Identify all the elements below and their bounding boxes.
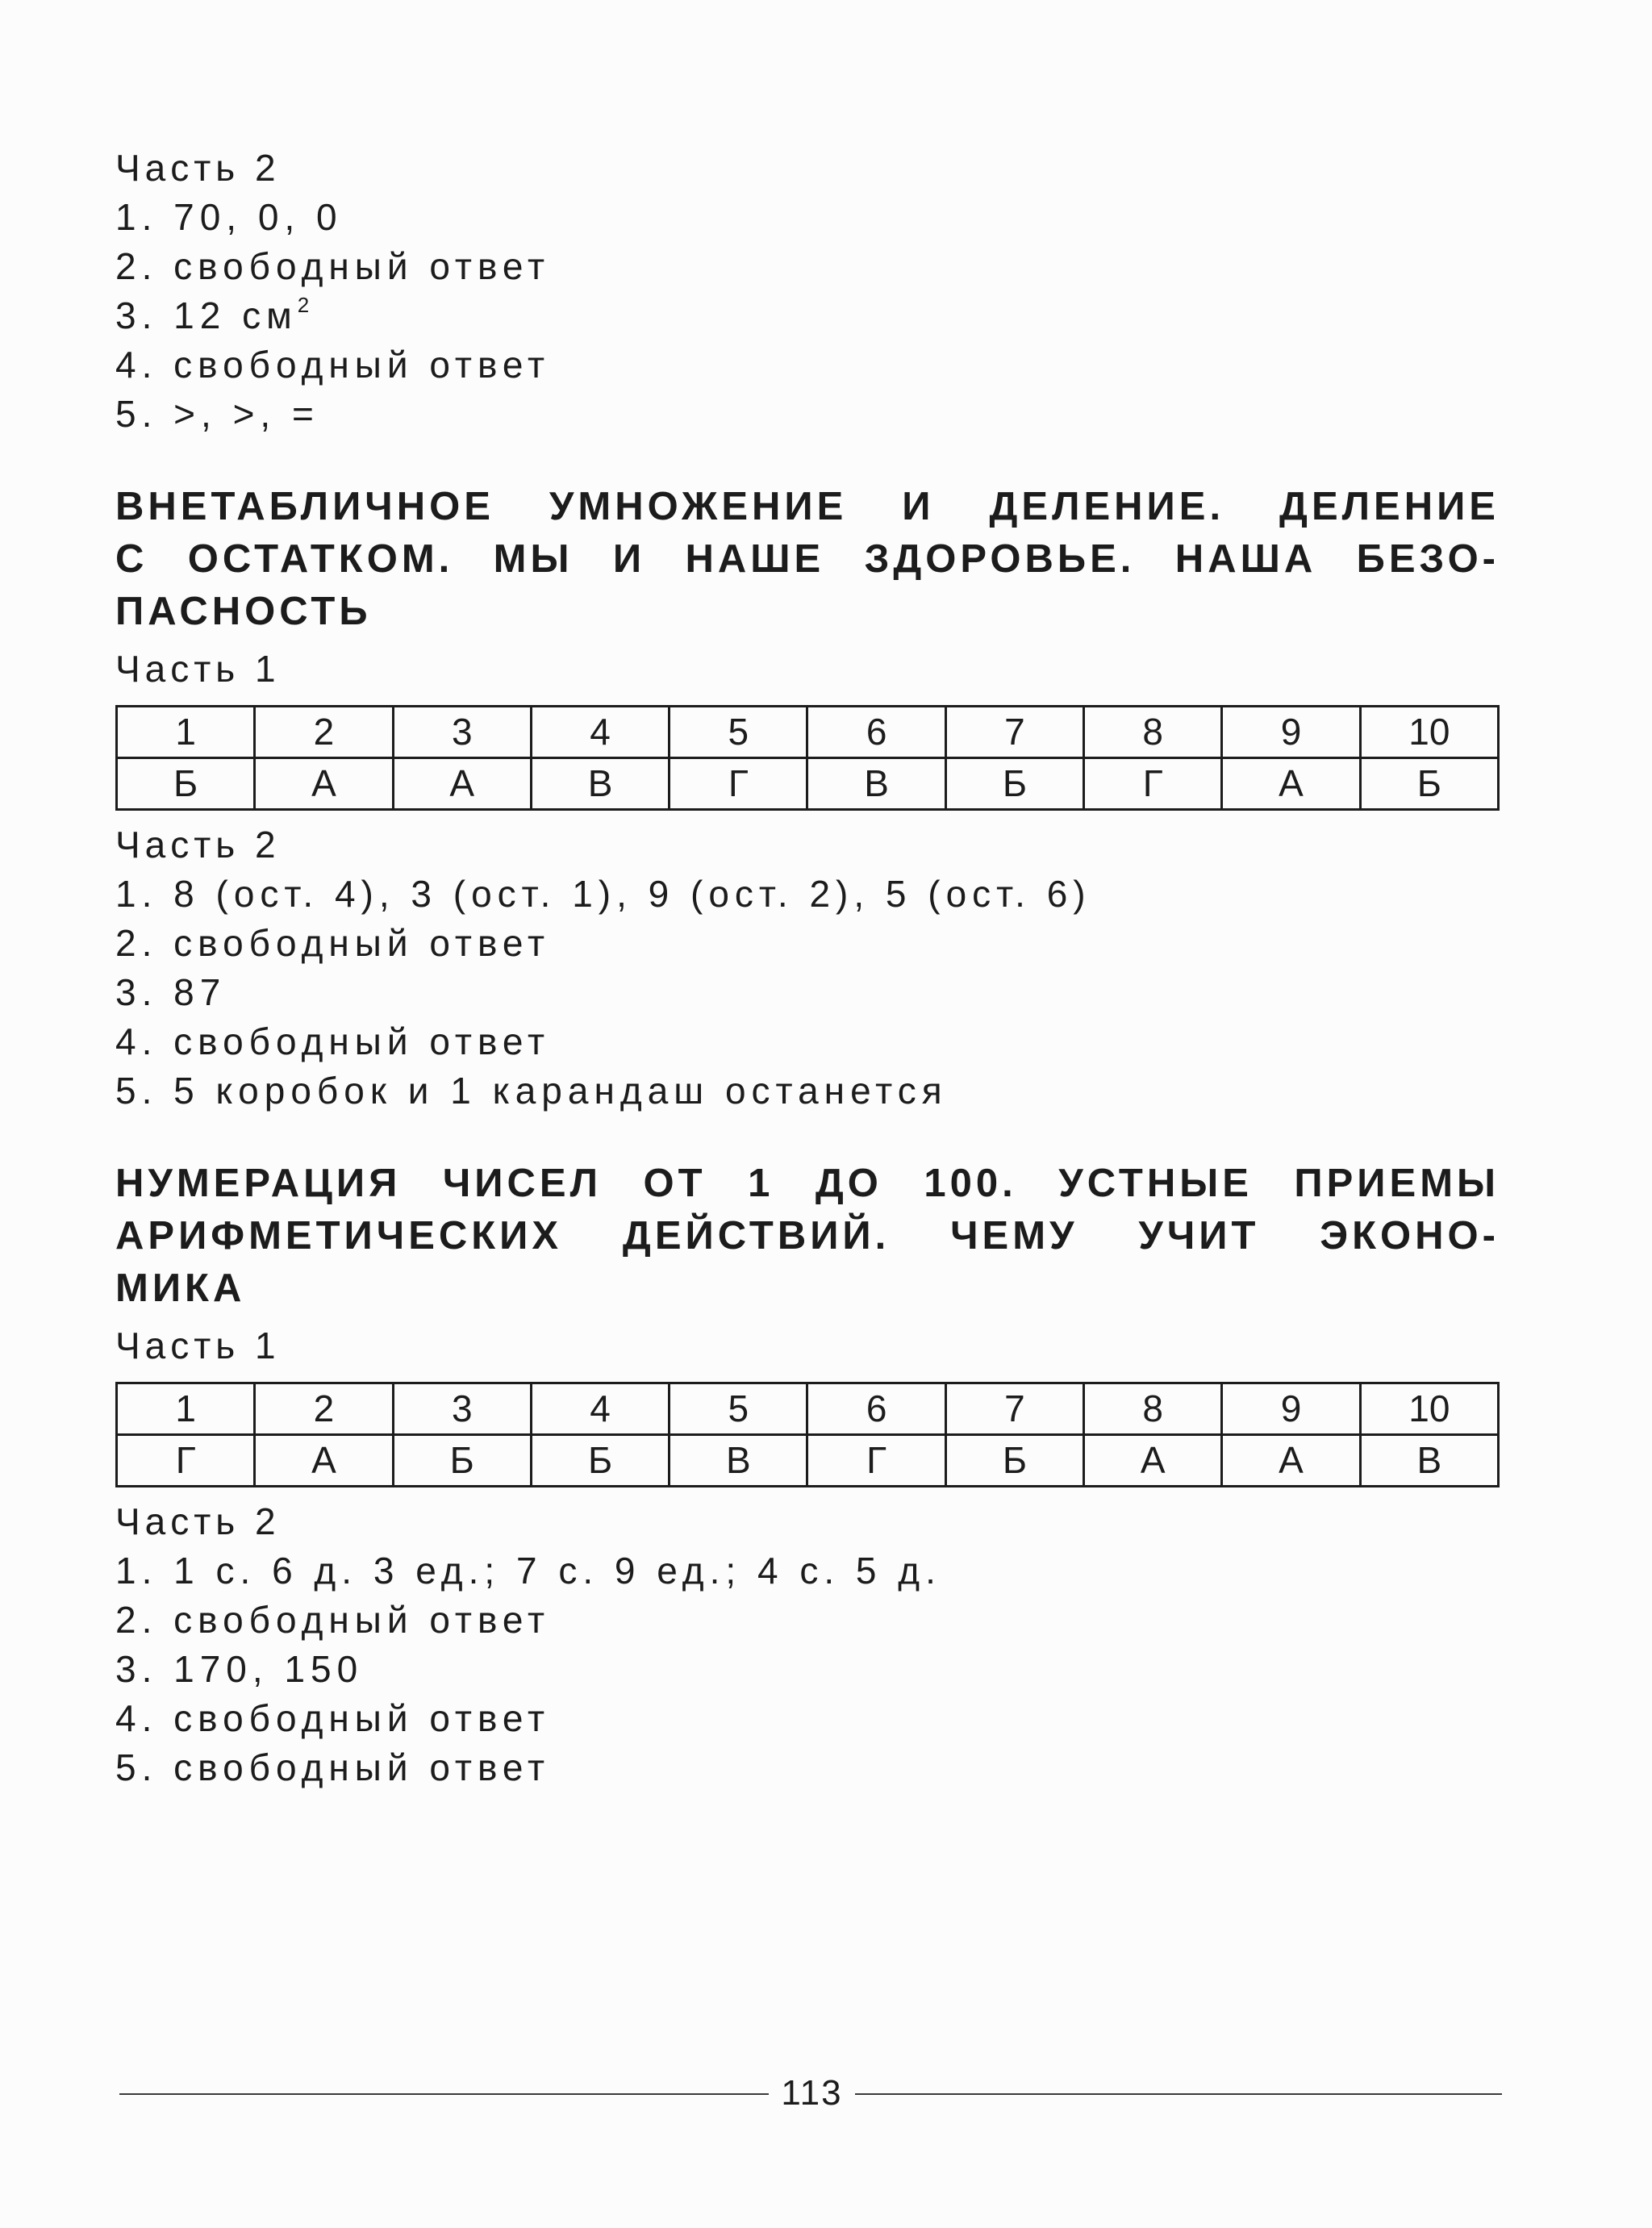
- part2-label: Часть 2: [115, 824, 281, 866]
- heading-line: АРИФМЕТИЧЕСКИХ ДЕЙСТВИЙ. ЧЕМУ УЧИТ ЭКОНО-: [115, 1214, 1500, 1258]
- superscript: 2: [297, 293, 310, 317]
- answer-line: 5. 5 коробок и 1 карандаш останется: [115, 1070, 948, 1112]
- table-cell: 9: [1222, 1383, 1360, 1435]
- answer-line: 4. свободный ответ: [115, 344, 551, 386]
- table-cell: 10: [1360, 707, 1498, 758]
- table-cell: В: [807, 758, 945, 810]
- table-cell: Г: [670, 758, 807, 810]
- footer-rule-left: [119, 2093, 769, 2095]
- answer-line: 3. 170, 150: [115, 1648, 364, 1690]
- answer-line: 1. 1 с. 6 д. 3 ед.; 7 с. 9 ед.; 4 с. 5 д.: [115, 1550, 941, 1592]
- table-cell: 8: [1084, 1383, 1222, 1435]
- table-cell: 7: [945, 1383, 1083, 1435]
- table-cell: 5: [670, 707, 807, 758]
- table-cell: Б: [1360, 758, 1498, 810]
- answer-line: 2. свободный ответ: [115, 245, 551, 287]
- footer-rule-right: [855, 2093, 1502, 2095]
- table-cell: 1: [117, 1383, 255, 1435]
- answer-line: 2. свободный ответ: [115, 1599, 551, 1641]
- table-cell: 4: [531, 707, 669, 758]
- answer-line: 5. свободный ответ: [115, 1746, 551, 1788]
- answer-line-area: [115, 291, 1500, 340]
- answer-line: 4. свободный ответ: [115, 1697, 551, 1739]
- part1-label: Часть 1: [115, 648, 281, 690]
- table-row-numbers: [117, 1383, 1499, 1435]
- table-cell: Г: [807, 1435, 945, 1487]
- table-cell: В: [531, 758, 669, 810]
- section-division: [115, 481, 1500, 1116]
- table-cell: Б: [393, 1435, 531, 1487]
- table-row-letters: [117, 758, 1499, 810]
- heading-line: С ОСТАТКОМ. МЫ И НАШЕ ЗДОРОВЬЕ. НАША БЕЗО-: [115, 537, 1500, 581]
- table-cell: А: [1084, 1435, 1222, 1487]
- answer-table: [115, 1382, 1500, 1487]
- table-cell: 1: [117, 707, 255, 758]
- table-cell: 9: [1222, 707, 1360, 758]
- section-prev-part2: [115, 144, 1500, 439]
- answer-table: [115, 705, 1500, 811]
- table-cell: 4: [531, 1383, 669, 1435]
- answer-line: 1. 8 (ост. 4), 3 (ост. 1), 9 (ост. 2), 5 (ост. 6): [115, 873, 1091, 915]
- heading-line: НУМЕРАЦИЯ ЧИСЕЛ ОТ 1 ДО 100. УСТНЫЕ ПРИЕМЫ: [115, 1162, 1500, 1205]
- answer-line: 3. 87: [115, 971, 227, 1013]
- heading-line: ПАСНОСТЬ: [115, 590, 372, 633]
- table-cell: Б: [945, 1435, 1083, 1487]
- heading-line: ВНЕТАБЛИЧНОЕ УМНОЖЕНИЕ И ДЕЛЕНИЕ. ДЕЛЕНИЕ: [115, 485, 1500, 528]
- table-cell: А: [1222, 1435, 1360, 1487]
- part1-label: Часть 1: [115, 1325, 281, 1366]
- table-row-letters: [117, 1435, 1499, 1487]
- table-cell: А: [255, 1435, 393, 1487]
- page-content: [115, 144, 1500, 1792]
- table-cell: 2: [255, 707, 393, 758]
- heading-line: МИКА: [115, 1266, 246, 1310]
- table-cell: А: [393, 758, 531, 810]
- table-cell: Б: [117, 758, 255, 810]
- table-cell: 6: [807, 1383, 945, 1435]
- table-cell: 6: [807, 707, 945, 758]
- section-numeration: [115, 1158, 1500, 1792]
- table-cell: Б: [531, 1435, 669, 1487]
- table-cell: 3: [393, 1383, 531, 1435]
- table-cell: 10: [1360, 1383, 1498, 1435]
- table-row-numbers: [117, 707, 1499, 758]
- table-cell: 3: [393, 707, 531, 758]
- page-footer: [119, 2073, 1502, 2113]
- section-heading: [115, 1158, 1500, 1315]
- table-cell: А: [255, 758, 393, 810]
- part2-label: Часть 2: [115, 1500, 281, 1542]
- table-cell: Г: [1084, 758, 1222, 810]
- answer-line: 1. 70, 0, 0: [115, 196, 343, 238]
- answer-text: 3. 12 см: [115, 294, 298, 336]
- table-cell: А: [1222, 758, 1360, 810]
- answer-line: 2. свободный ответ: [115, 922, 551, 964]
- section-heading: [115, 481, 1500, 638]
- answer-line: 4. свободный ответ: [115, 1020, 551, 1062]
- table-cell: 2: [255, 1383, 393, 1435]
- table-cell: Г: [117, 1435, 255, 1487]
- part2-label: Часть 2: [115, 147, 281, 189]
- answer-line: 5. >, >, =: [115, 393, 319, 435]
- table-cell: В: [1360, 1435, 1498, 1487]
- page-number: 113: [781, 2073, 843, 2113]
- table-cell: 7: [945, 707, 1083, 758]
- table-cell: 8: [1084, 707, 1222, 758]
- table-cell: Б: [945, 758, 1083, 810]
- table-cell: В: [670, 1435, 807, 1487]
- table-cell: 5: [670, 1383, 807, 1435]
